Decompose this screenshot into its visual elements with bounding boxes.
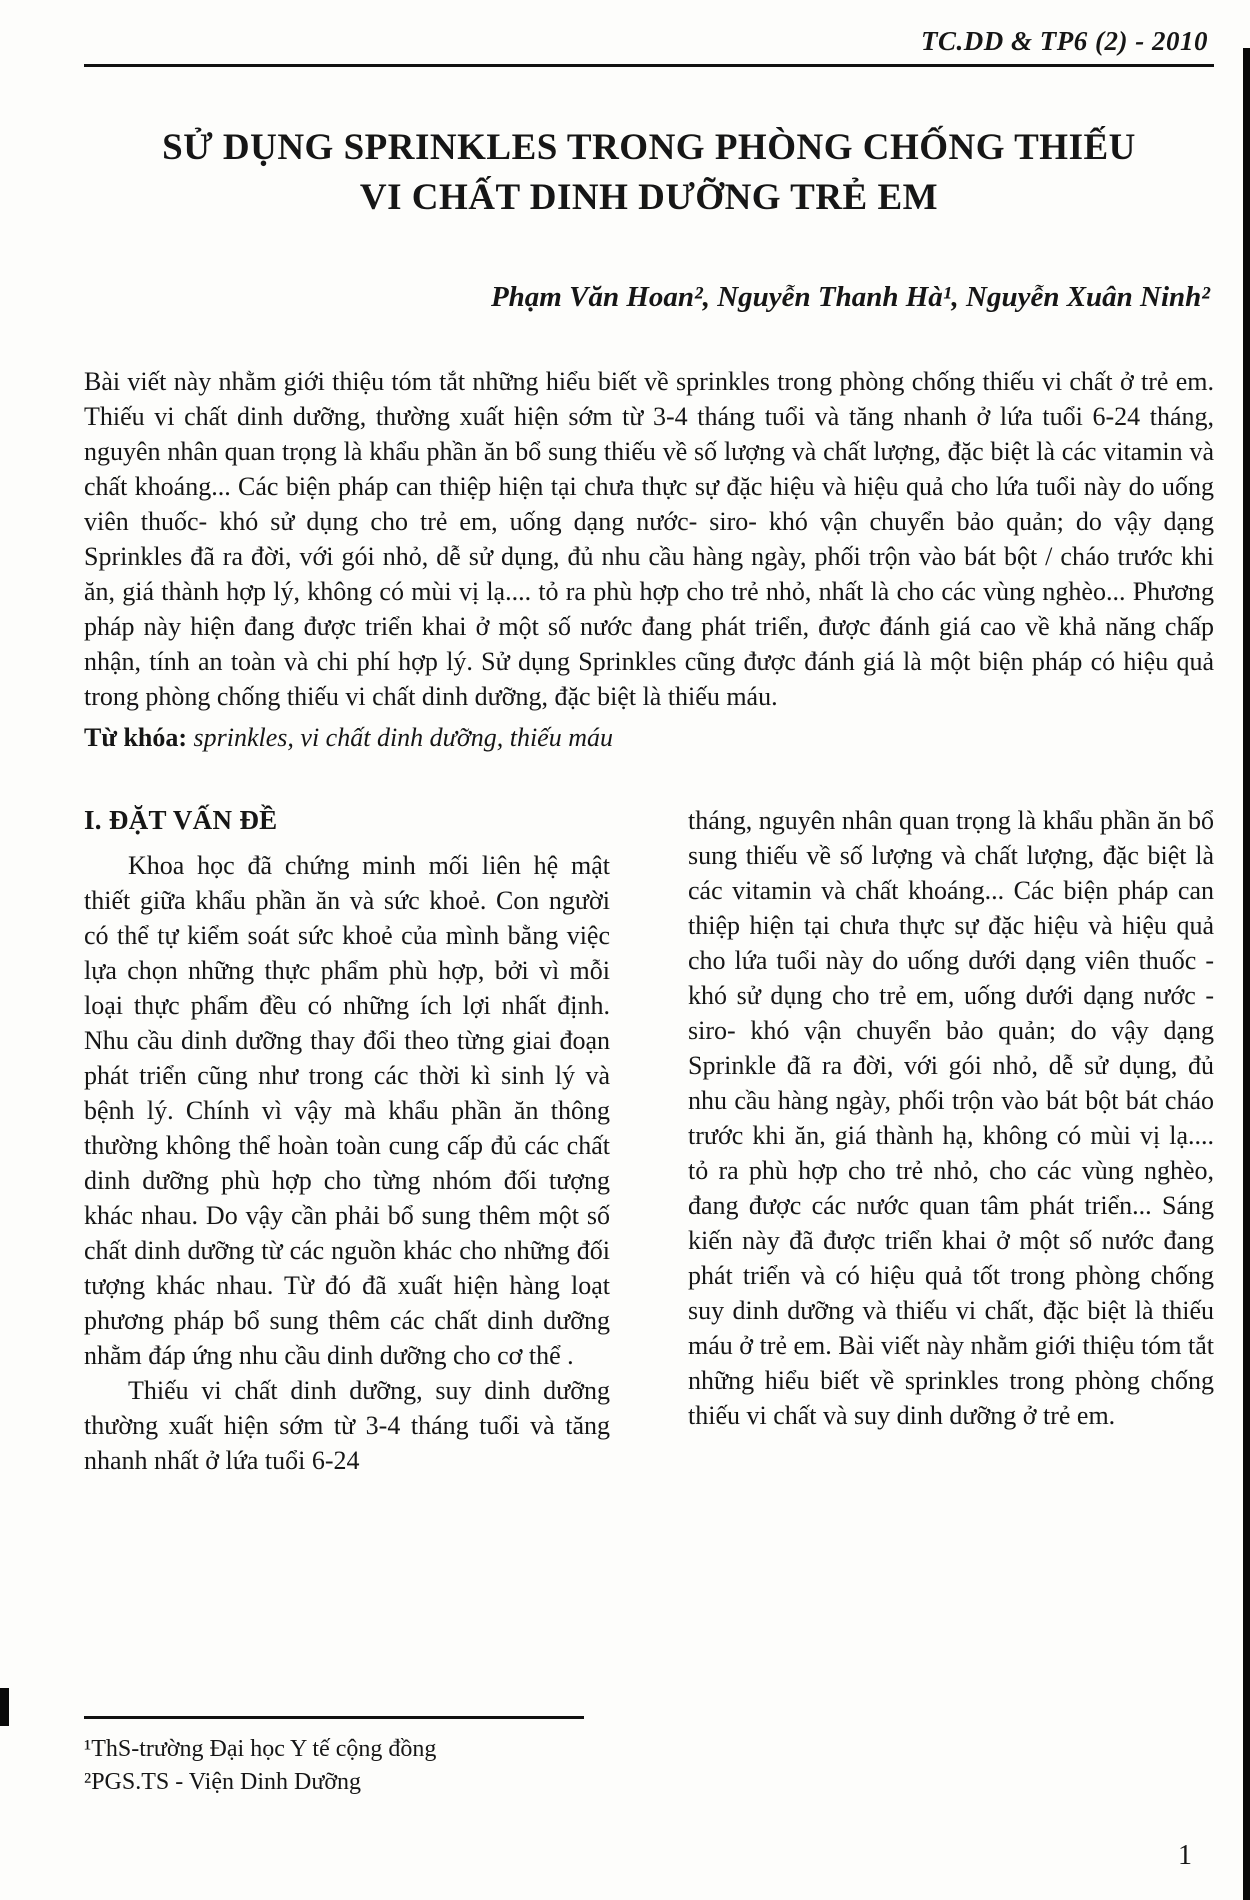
abstract-paragraph: Bài viết này nhằm giới thiệu tóm tắt những hiểu biết về sprinkles trong phòng chống thiếu vi chất ở trẻ em. Thiếu vi chất dinh dưỡng, thường xuất hiện sớm từ 3-4 tháng tuổi và tăng nhanh ở lứa tuổi 6-24 tháng, nguyên nhân quan trọng là khẩu phần ăn bổ sung thiếu về số lượng và chất lượng, đặc biệt là các vitamin và chất khoáng... Các biện pháp can thiệp hiện tại chưa thực sự đặc hiệu và hiệu quả cho lứa tuổi này do uống viên thuốc- khó sử dụng cho trẻ em, uống dạng nước- siro- khó vận chuyển bảo quản; do vậy dạng Sprinkles đã ra đời, với gói nhỏ, dễ sử dụng, đủ nhu cầu hàng ngày, phối trộn vào bát bột / cháo trước khi ăn, giá thành hợp lý, không có mùi vị lạ.... tỏ ra phù hợp cho trẻ nhỏ, nhất là cho các vùng nghèo... Phương pháp này hiện đang được triển khai ở một số nước đang phát triển, được đánh giá cao về khả năng chấp nhận, tính an toàn và chi phí hợp lý. Sử dụng Sprinkles cũng được đánh giá là một biện pháp có hiệu quả trong phòng chống thiếu vi chất dinh dưỡng, đặc biệt là thiếu máu.: [84, 367, 1214, 711]
title-line-1: SỬ DỤNG SPRINKLES TRONG PHÒNG CHỐNG THIẾU: [162, 127, 1136, 168]
right-column-paragraph-1: tháng, nguyên nhân quan trọng là khẩu phần ăn bổ sung thiếu về số lượng và chất lượng, đặc biệt là các vitamin và chất khoáng... Các biện pháp can thiệp hiện tại chưa thực sự đặc hiệu và hiệu quả cho lứa tuổi này do uống dưới dạng viên thuốc - khó sử dụng cho trẻ em, uống dưới dạng nước - siro- khó vận chuyển bảo quản; do vậy dạng Sprinkle đã ra đời, với gói nhỏ, dễ sử dụng, đủ nhu cầu hàng ngày, phối trộn vào bát bột bát cháo trước khi ăn, giá thành hạ, không có mùi vị lạ.... tỏ ra phù hợp cho trẻ nhỏ, cho các vùng nghèo, đang được các nước quan tâm phát triển... Sáng kiến này đã được triển khai ở một số nước đang phát triển và có hiệu quả tốt trong phòng chống suy dinh dưỡng và thiếu vi chất, đặc biệt là thiếu máu ở trẻ em. Bài viết này nhằm giới thiệu tóm tắt những hiểu biết về sprinkles trong phòng chống thiếu vi chất và suy dinh dưỡng ở trẻ em.: [688, 806, 1214, 1430]
footnote-rule: [84, 1716, 584, 1719]
page-content: [84, 26, 1214, 1478]
journal-header: [84, 26, 1214, 57]
article-title: [84, 123, 1214, 223]
journal-reference: TC.DD & TP6 (2) - 2010: [921, 26, 1208, 56]
right-column: [688, 803, 1214, 1478]
keywords-line: [84, 720, 1214, 755]
footnote-1: ¹ThS-trường Đại học Y tế cộng đồng: [84, 1736, 437, 1762]
section-heading-dat-van-de: I. ĐẶT VẤN ĐỀ: [84, 805, 278, 835]
left-column: [84, 803, 610, 1478]
keywords-label: Từ khóa:: [84, 723, 188, 752]
header-rule: [84, 64, 1214, 67]
scan-artifact-right-edge: [1243, 48, 1250, 1900]
authors-line: Phạm Văn Hoan², Nguyễn Thanh Hà¹, Nguyễn Xuân Ninh²: [490, 281, 1210, 313]
keywords-text: sprinkles, vi chất dinh dưỡng, thiếu máu: [193, 723, 613, 752]
left-column-paragraph-1: Khoa học đã chứng minh mối liên hệ mật thiết giữa khẩu phần ăn và sức khoẻ. Con người có thể tự kiểm soát sức khoẻ của mình bằng việc lựa chọn những thực phẩm phù hợp, bởi vì mỗi loại thực phẩm đều có những ích lợi nhất định. Nhu cầu dinh dưỡng thay đổi theo từng giai đoạn phát triển cũng như trong các thời kì sinh lý và bệnh lý. Chính vì vậy mà khẩu phần ăn thông thường không thể hoàn toàn cung cấp đủ các chất dinh dưỡng phù hợp cho từng nhóm đối tượng khác nhau. Do vậy cần phải bổ sung thêm một số chất dinh dưỡng từ các nguồn khác cho những đối tượng khác nhau. Từ đó đã xuất hiện hàng loạt phương pháp bổ sung thêm các chất dinh dưỡng nhằm đáp ứng nhu cầu dinh dưỡng cho cơ thể .: [84, 851, 610, 1370]
footnote-block: [84, 1716, 644, 1799]
left-column-paragraph-2: Thiếu vi chất dinh dưỡng, suy dinh dưỡng thường xuất hiện sớm từ 3-4 tháng tuổi và tăng nhanh nhất ở lứa tuổi 6-24: [84, 1376, 610, 1475]
scan-artifact-left-edge: [0, 1688, 9, 1726]
two-column-body: [84, 803, 1214, 1478]
footnote-2: ²PGS.TS - Viện Dinh Dưỡng: [84, 1769, 362, 1795]
title-line-2: VI CHẤT DINH DƯỠNG TRẺ EM: [359, 177, 939, 218]
page-number: 1: [1178, 1840, 1192, 1871]
